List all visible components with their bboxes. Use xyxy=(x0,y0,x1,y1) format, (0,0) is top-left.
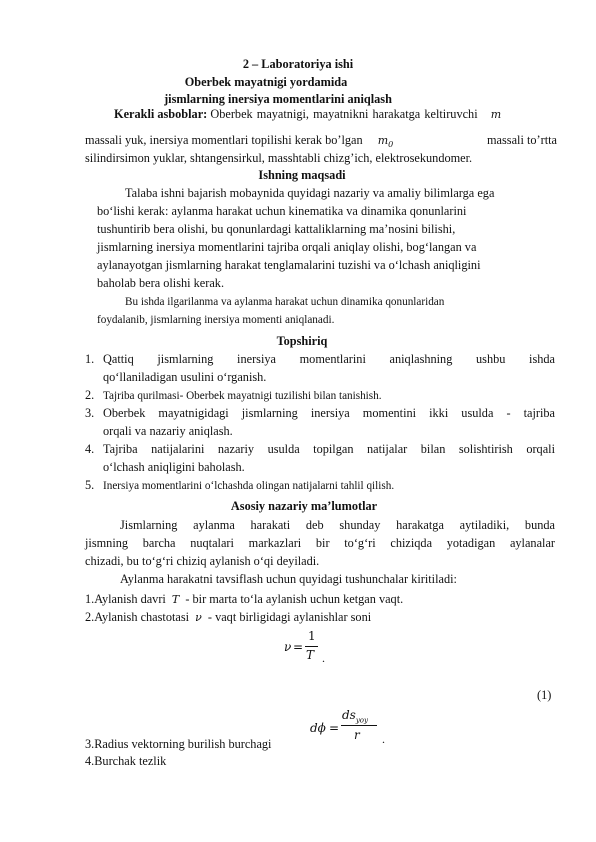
task-number: 2. xyxy=(85,388,95,402)
frequency-symbol: ν xyxy=(195,611,202,624)
equation-1 xyxy=(284,628,334,668)
theory-line: jismning barcha nuqtalari markazlari bir to‘g‘ri chiziqda yotadigan aylanalar xyxy=(85,536,555,550)
task-item-1: Qattiq jismlarning inersiya momentlarini aniqlashning ushbu ishda xyxy=(103,352,555,366)
eq2-equals: = xyxy=(329,721,340,735)
equation-2 xyxy=(310,708,400,748)
task-number: 3. xyxy=(85,406,95,420)
definition-angular-velocity: 4.Burchak tezlik xyxy=(85,754,167,768)
subtitle-line-2: jismlarning inersiya momentlarini aniqlash xyxy=(164,92,392,106)
goal-line: aylanayotgan jismlarning harakat tenglamalarini tuzishi va o‘lchash aniqligini xyxy=(97,258,481,272)
goal-line: bo‘lishi kerak: aylanma harakat uchun kinematika va dinamika qonunlarini xyxy=(97,204,467,218)
definition-frequency: 2.Aylanish chastotasi ν - vaqt birligidagi aylanishlar soni xyxy=(85,610,372,624)
eq1-denominator: T xyxy=(306,648,315,662)
eq1-period: . xyxy=(322,651,325,665)
task-number: 1. xyxy=(85,352,95,366)
task-item-1-cont: qo‘llaniladigan usulini o‘rganish. xyxy=(103,370,267,384)
goal-extra-line: Bu ishda ilgarilanma va aylanma harakat uchun dinamika qonunlaridan xyxy=(125,296,445,308)
equipment-text-2b: massali to’rtta xyxy=(486,133,557,147)
theory-line: chizadi, bu to‘g‘ri chiziq aylanish o‘qi deyiladi. xyxy=(85,554,320,568)
subtitle-line-1: Oberbek mayatnigi yordamida xyxy=(184,75,348,89)
equipment-text-2a: massali yuk, inersiya momentlari topilishi kerak bo’lgan xyxy=(85,133,363,147)
equipment-text-1: Oberbek mayatnigi, mayatnikni harakatga keltiruvchi xyxy=(210,107,478,121)
goal-extra-line: foydalanib, jismlarning inersiya momenti aniqlanadi. xyxy=(97,314,335,326)
eq2-period: . xyxy=(382,732,385,746)
theory-line: Jismlarning aylanma harakati deb shunday harakatga aytiladiki, bunda xyxy=(120,518,555,532)
definition-angle: 3.Radius vektorning burilish burchagi xyxy=(85,737,272,751)
eq2-fraction-bar xyxy=(341,725,377,726)
task-item-2: Tajriba qurilmasi- Oberbek mayatnigi tuzilishi bilan tanishish. xyxy=(103,390,382,402)
task-item-4: Tajriba natijalarini nazariy usulda topilgan natijalar bilan solishtirish orqali xyxy=(103,442,555,456)
equipment-label: Kerakli asboblar: xyxy=(114,107,208,121)
task-heading: Topshiriq xyxy=(276,334,328,348)
eq1-fraction-bar xyxy=(305,646,318,647)
task-item-3: Oberbek mayatnigidagi jismlarning inersiya momentini ikki usulda - tajriba xyxy=(103,406,555,420)
task-number: 4. xyxy=(85,442,95,456)
eq2-lhs: dϕ xyxy=(310,721,326,735)
goal-line: tushuntirib bera olishi, bu qonunlardagi kattaliklarning ma’nosini bilishi, xyxy=(97,222,456,236)
equipment-line-1 xyxy=(114,107,501,122)
eq2-denominator: r xyxy=(354,728,360,742)
period-symbol: T xyxy=(171,593,180,606)
task-item-5: Inersiya momentlarini o‘lchashda olingan natijalarni tahlil qilish. xyxy=(103,480,395,492)
goal-line: baholab bera olishi kerak. xyxy=(97,276,225,290)
equipment-line-2 xyxy=(85,133,557,152)
eq1-numerator: 1 xyxy=(308,629,316,643)
eq2-numerator: $ds_{yoy}$ xyxy=(342,708,368,725)
lab-title: 2 – Laboratoriya ishi xyxy=(242,57,354,71)
equation-1-label: (1) xyxy=(537,688,552,702)
task-item-4-cont: o‘lchash aniqligini baholash. xyxy=(103,460,245,474)
theory-line: Aylanma harakatni tavsiflash uchun quyidagi tushunchalar kiritiladi: xyxy=(120,572,457,586)
task-item-3-cont: orqali va nazariy aniqlash. xyxy=(103,424,233,438)
goal-line: Talaba ishni bajarish mobaynida quyidagi nazariy va amaliy bilimlarga ega xyxy=(125,186,495,200)
definition-period: 1.Aylanish davri T - bir marta to‘la aylanish uchun ketgan vaqt. xyxy=(85,592,404,606)
equipment-mass-m: m xyxy=(490,108,502,121)
goal-line: jismlarning inersiya momentlarini tajriba orqali aniqlay olishi, bog‘langan va xyxy=(97,240,477,254)
goal-heading: Ishning maqsadi xyxy=(258,168,346,182)
theory-heading: Asosiy nazariy ma’lumotlar xyxy=(230,499,378,513)
task-number: 5. xyxy=(85,478,95,492)
eq1-equals: = xyxy=(293,640,304,654)
eq1-lhs: ν xyxy=(284,640,292,654)
equipment-line-3: silindirsimon yuklar, shtangensirkul, masshtabli chizg’ich, elektrosekundomer. xyxy=(85,151,473,165)
equipment-mass-m0: $m_0$ xyxy=(377,134,394,150)
